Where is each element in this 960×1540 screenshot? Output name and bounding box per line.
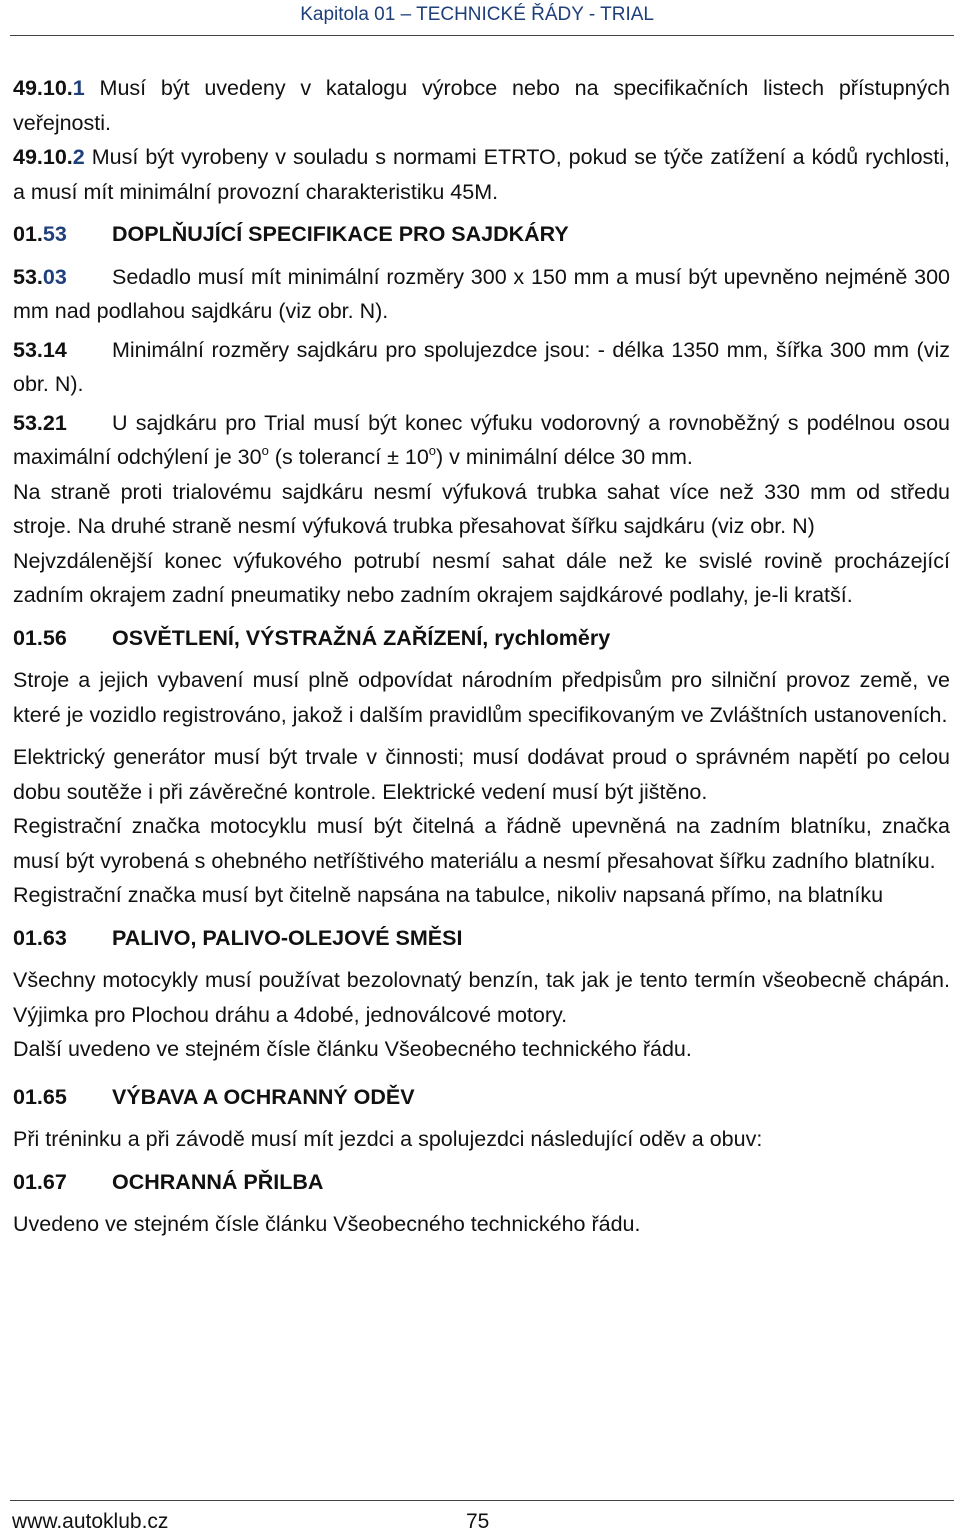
page-header: [0, 0, 960, 38]
header-divider: [10, 35, 954, 36]
paragraph-text: Sedadlo musí mít minimální rozměry 300 x 150 mm a musí být upevněno nejméně 300 mm nad podlahou sajdkáru (viz obr. N).: [13, 264, 950, 323]
section-heading-01-63: [13, 921, 950, 956]
page-number: 75: [466, 1510, 490, 1533]
section-heading-01-65: [13, 1080, 950, 1115]
section-number: 01.56: [13, 625, 67, 650]
document-body: [13, 71, 950, 1242]
paragraph-49-10-1: [13, 71, 950, 140]
paragraph-fuel-1: Všechny motocykly musí používat bezolovnatý benzín, tak jak je tento termín všeobecně chápán. Výjimka pro Plochou dráhu a 4dobé, jednoválcové motory.: [13, 968, 950, 1027]
section-number: 01.65: [13, 1084, 67, 1109]
footer-website-link[interactable]: www.autoklub.cz: [12, 1510, 169, 1533]
section-heading-01-56: [13, 621, 950, 656]
section-title: PALIVO, PALIVO-OLEJOVÉ SMĚSI: [112, 925, 463, 950]
section-title: DOPLŇUJÍCÍ SPECIFIKACE PRO SAJDKÁRY: [112, 222, 569, 246]
paragraph-helmet: Uvedeno ve stejném čísle článku Všeobecného technického řádu.: [13, 1212, 641, 1236]
paragraph-text: Minimální rozměry sajdkáru pro spolujezdce jsou: - délka 1350 mm, šířka 300 mm (viz obr. N).: [13, 337, 950, 396]
section-heading-01-67: [13, 1165, 950, 1200]
paragraph-generator: Elektrický generátor musí být trvale v činnosti; musí dodávat proud o správném napětí po celou dobu soutěže i při závěrečné kontrole. Elektrické vedení musí být jištěno.: [13, 745, 950, 804]
degree-mark: o: [261, 443, 269, 458]
article-number: 49.10.1: [13, 76, 85, 100]
article-number: 53.03: [13, 264, 67, 289]
section-title: OCHRANNÁ PŘILBA: [112, 1169, 324, 1194]
degree-mark: o: [428, 443, 437, 458]
article-number: 53.14: [13, 337, 67, 362]
section-title: VÝBAVA A OCHRANNÝ ODĚV: [112, 1084, 415, 1109]
section-heading-01-53: [13, 217, 950, 252]
paragraph-gear: Při tréninku a při závodě musí mít jezdci a spolujezdci následující oděv a obuv:: [13, 1127, 763, 1151]
paragraph-exhaust-side: Na straně proti trialovému sajdkáru nesmí výfuková trubka sahat více než 330 mm od středu stroje. Na druhé straně nesmí výfuková trubka přesahovat šířku sajdkáru (viz obr. N): [13, 479, 950, 538]
chapter-title: Kapitola 01 – TECHNICKÉ ŘÁDY - TRIAL: [300, 4, 654, 25]
paragraph-exhaust-rear: Nejvzdálenější konec výfukového potrubí nesmí sahat dále než ke svislé rovině procházející zadním okrajem zadní pneumatiky nebo zadním okrajem sajdkárové podlahy, je-li kratší.: [13, 548, 950, 607]
paragraph-lights: Stroje a jejich vybavení musí plně odpovídat národním předpisům pro silniční provoz země, ve které je vozidlo registrováno, jakož i dalším pravidlům specifikovaným ve Zvláštních ustanoveních.: [13, 668, 950, 727]
paragraph-53-03: [13, 260, 950, 329]
section-number: 01.63: [13, 925, 67, 950]
paragraph-text: Musí být uvedeny v katalogu výrobce nebo na specifikačních listech přístupných veřejnosti.: [13, 76, 950, 135]
section-number: 01.67: [13, 1169, 67, 1194]
paragraph-53-21: 53.21 U sajdkáru pro Trial musí být konec výfuku vodorovný a rovnoběžný s podélnou osou maximální odchýlení je 30$^o$ (s tolerancí ± $10^o$) v minimální délce 30 mm.: [13, 406, 950, 475]
section-number: 01.53: [13, 222, 67, 246]
section-title: OSVĚTLENÍ, VÝSTRAŽNÁ ZAŘÍZENÍ, rychloměry: [112, 625, 611, 650]
article-number: 49.10.2: [13, 145, 85, 169]
footer-divider: [10, 1500, 954, 1501]
paragraph-plate-2: Registrační značka musí byt čitelně napsána na tabulce, nikoliv napsaná přímo, na blatníku: [13, 883, 884, 907]
article-number: 53.21: [13, 410, 67, 435]
page-footer: [0, 1500, 960, 1540]
paragraph-49-10-2: [13, 140, 950, 209]
paragraph-fuel-2: Další uvedeno ve stejném čísle článku Všeobecného technického řádu.: [13, 1037, 692, 1061]
paragraph-53-14: [13, 333, 950, 402]
paragraph-plate-1: Registrační značka motocyklu musí být čitelná a řádně upevněná na zadním blatníku, značka musí být vyrobená s ohebného netříštivého materiálu a nesmí přesahovat šířku zadního blatníku.: [13, 814, 950, 873]
paragraph-text: Musí být vyrobeny v souladu s normami ETRTO, pokud se týče zatížení a kódů rychlosti, a musí mít minimální provozní charakteristiku 45M.: [13, 145, 950, 204]
